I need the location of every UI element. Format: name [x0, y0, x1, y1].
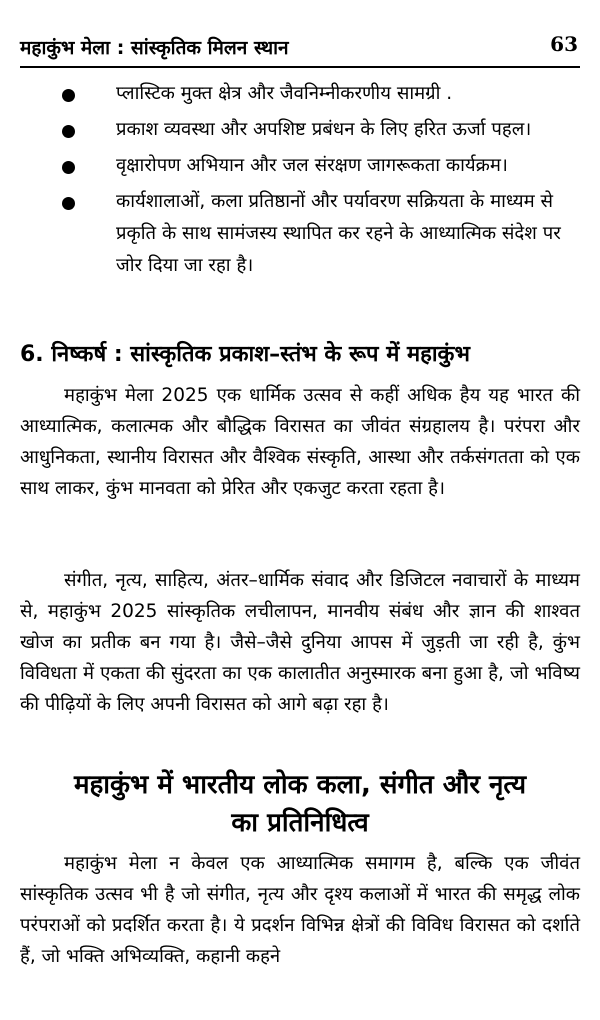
- page-number: 63: [550, 32, 578, 56]
- bullet-icon: [62, 197, 75, 210]
- paragraph: महाकुंभ मेला न केवल एक आध्यात्मिक समागम है, बल्कि एक जीवंत सांस्कृतिक उत्सव भी है जो संगीत, नृत्य और दृश्य कलाओं में भारत की समृद्ध लोक परंपराओं को प्रदर्शित करता है। ये प्रदर्शन विभिन्न क्षेत्रों की विविध विरासत को दर्शाते हैं, जो भक्ति अभिव्यक्ति, कहानी कहने: [20, 853, 580, 967]
- chapter-heading-line1: महाकुंभ में भारतीय लोक कला, संगीत और नृत्य: [73, 770, 527, 800]
- bullet-icon: [62, 161, 75, 174]
- bullet-icon: [62, 89, 75, 102]
- list-item: कार्यशालाओं, कला प्रतिष्ठानों और पर्यावरण सक्रियता के माध्यम से प्रकृति के साथ सामंजस्य स्थापित कर रहने के आध्यात्मिक संदेश पर जोर दिया जा रहा है।: [20, 186, 580, 282]
- running-header-title: महाकुंभ मेला : सांस्कृतिक मिलन स्थान: [20, 37, 289, 59]
- list-item: वृक्षारोपण अभियान और जल संरक्षण जागरूकता कार्यक्रम।: [20, 150, 580, 182]
- running-header: [20, 30, 580, 68]
- paragraph: संगीत, नृत्य, साहित्य, अंतर–धार्मिक संवाद और डिजिटल नवाचारों के माध्यम से, महाकुंभ 2025 सांस्कृतिक लचीलापन, मानवीय संबंध और ज्ञान की शाश्वत खोज का प्रतीक बन गया है। जैसे–जैसे दुनिया आपस में जुड़ती जा रही है, कुंभ विविधता में एकता की सुंदरता का एक कालातीत अनुस्मारक बना हुआ है, जो भविष्य की पीढ़ियों के लिए अपनी विरासत को आगे बढ़ा रहा है।: [20, 570, 580, 715]
- chapter-heading: [20, 766, 580, 842]
- bullet-list: [20, 78, 580, 286]
- paragraph: महाकुंभ मेला 2025 एक धार्मिक उत्सव से कहीं अधिक हैय यह भारत की आध्यात्मिक, कलात्मक और बौद्धिक विरासत का जीवंत संग्रहालय है। परंपरा और आधुनिकता, स्थानीय विरासत और वैश्विक संस्कृति, आस्था और तर्कसंगतता को एक साथ लाकर, कुंभ मानवता को प्रेरित और एकजुट करता रहता है।: [20, 385, 580, 499]
- section-heading: 6. निष्कर्ष : सांस्कृतिक प्रकाश–स्तंभ के रूप में महाकुंभ: [20, 342, 470, 367]
- list-item: प्लास्टिक मुक्त क्षेत्र और जैवनिम्नीकरणीय सामग्री .: [20, 78, 580, 110]
- chapter-heading-line2: का प्रतिनिधित्व: [231, 808, 369, 838]
- bullet-icon: [62, 125, 75, 138]
- list-item: प्रकाश व्यवस्था और अपशिष्ट प्रबंधन के लिए हरित ऊर्जा पहल।: [20, 114, 580, 146]
